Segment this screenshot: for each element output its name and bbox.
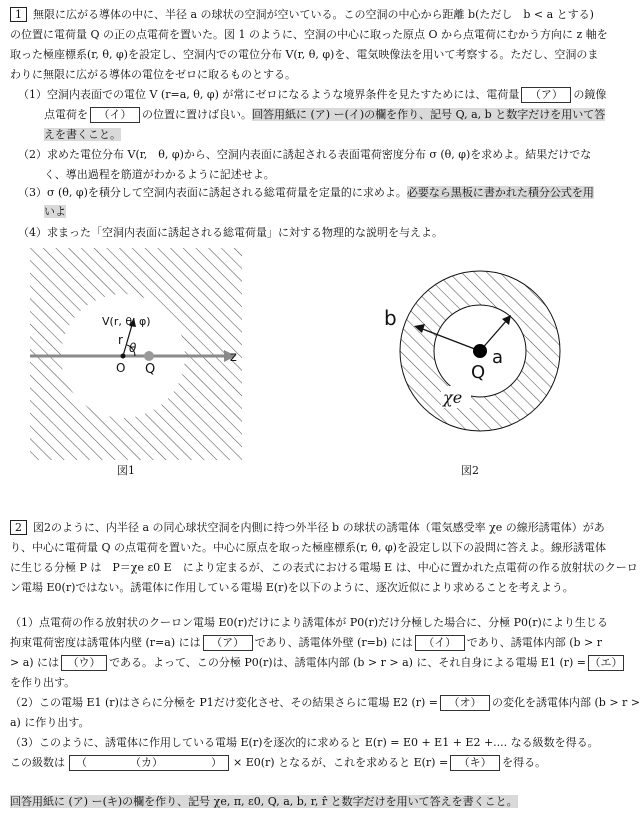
part2-text-a: （2）この電場 E1 (r)はさらに分極を P1だけ変化させ、その結果さらに電場 E2 (r) = — [10, 696, 439, 709]
answer-box-p2a: （ア） — [203, 635, 253, 651]
answer-box-b: （イ） — [90, 107, 140, 123]
question4-number: （4） — [18, 226, 47, 239]
problem1-line3: 取った極座標系(r, θ, φ)を設定し、空洞内での電位分布 V(r, θ, φ)を、電気映像法を用いて考察する。ただし、空洞のま — [10, 48, 599, 61]
answer-box-a: （ア） — [521, 87, 571, 103]
answer-label-f: （カ） — [130, 756, 163, 769]
part1-text-d: > a) には — [10, 656, 60, 669]
final-instruction — [10, 793, 518, 811]
problem1-number: 1 — [10, 7, 27, 22]
problem1-line4: わりに無限に広がる導体の電位をゼロに取るものとする。 — [10, 68, 296, 81]
question4-line1 — [18, 224, 443, 242]
inner-radius-label: a — [492, 347, 504, 368]
part2-text-b: の変化を誘電体内部 (b > r > — [492, 696, 640, 709]
axis-label: z — [230, 350, 237, 365]
question1-text: 空洞内表面での電位 V (r=a, θ, φ) が常にゼロになるような境界条件を見たすためには、電荷量 — [47, 88, 520, 101]
question3-highlight: 必要なら黒板に書かれた積分公式を用 — [406, 186, 594, 199]
problem2-line3: に生じる分極 P は P＝χe ε0 E により定まるが、この表式における電場 E は、中心に置かれた点電荷の作る放射状のクーロ — [10, 561, 638, 574]
question2-line1 — [18, 146, 591, 164]
part3-text-c: を得る。 — [502, 756, 547, 769]
charge-label-fig2: Q — [471, 362, 486, 383]
figure1-diagram — [30, 248, 242, 460]
series-paren-close: ） — [211, 756, 222, 769]
part1-line4: を作り出す。 — [10, 676, 76, 689]
question1-line2 — [44, 106, 605, 124]
question3-text: σ (θ, φ)を積分して空洞内表面に誘起される総電荷量を定量的に求めよ。 — [47, 186, 407, 199]
question1-text-end: の鏡像 — [573, 88, 607, 101]
part1-text-b: であり、誘電体外壁 (r=b) には — [254, 636, 413, 649]
question3-number: （3） — [18, 186, 47, 199]
problem2-intro-text: 図2のように、内半径 a の同心球状空洞を内側に持つ外半径 b の球状の誘電体（電気感受率 χe の線形誘電体）があ — [33, 521, 605, 534]
question2-text: 求めた電位分布 V(r, θ, φ)から、空洞内表面に誘起される表面電荷密度分布 σ (θ, φ)を求めよ。結果だけでな — [47, 148, 592, 161]
part1-line2 — [10, 634, 602, 652]
charge-label: Q — [145, 362, 156, 377]
point-charge — [144, 351, 154, 361]
problem2-line1 — [10, 519, 605, 537]
figure2-diagram — [375, 250, 585, 460]
problem2-number: 2 — [10, 520, 27, 535]
answer-box-p2c: （ウ） — [61, 655, 107, 671]
answer-box-p2d: （エ） — [589, 656, 623, 669]
question2-line2: く、導出過程を筋道がわかるように記述せよ。 — [44, 168, 275, 181]
problem1-line1 — [10, 6, 594, 24]
question1-line3 — [44, 126, 121, 144]
origin-point — [121, 354, 126, 359]
question4-text: 求まった「空洞内表面に誘起される総電荷量」に対する物理的な説明を与えよ。 — [47, 226, 443, 239]
figure2-caption: 図2 — [461, 464, 479, 477]
question1-text2: 点電荷を — [44, 108, 88, 121]
outer-radius-label: b — [384, 306, 397, 330]
problem2-line4: ン電場 E0(r)ではない。誘電体に作用している電場 E(r)を以下のように、逐次近似により求めることを考えよう。 — [10, 581, 574, 594]
theta-label: θ — [129, 341, 137, 355]
series-answer-box — [69, 755, 229, 771]
problem2-line2: り、中心に電荷量 Q の点電荷を置いた。中心に原点を取った極座標系(r, θ, φ)を設定し以下の設問に答えよ。線形誘電体 — [10, 541, 606, 554]
question3-highlight-end: いよ — [44, 205, 66, 218]
potential-label: V(r, θ, φ) — [102, 315, 151, 328]
series-paren-open: （ — [76, 756, 87, 769]
question1-text3: の位置に置けば良い。 — [142, 108, 252, 121]
problem1-line2: の位置に電荷量 Q の正の点電荷を置いた。図 1 のように、空洞の中心に取った原点 O から点電荷にむかう方向に z 軸を — [10, 28, 608, 41]
part3-line2 — [10, 754, 546, 772]
figure1-caption: 図1 — [117, 464, 135, 477]
question3-line1 — [18, 184, 594, 202]
part1-text-c: であり、誘電体内部 (b > r — [466, 636, 603, 649]
center-charge — [473, 344, 487, 358]
final-instruction-highlight: 回答用紙に (ア) ー(キ)の欄を作り、記号 χe, π, ε0, Q, a, b, r, r̂ と数字だけを用いて答えを書くこと。 — [10, 795, 518, 808]
part3-text-b: × E0(r) となるが、これを求めると E(r) = — [233, 756, 449, 769]
answer-box-p2b: （イ） — [415, 635, 465, 651]
part3-text-a: この級数は — [10, 756, 65, 769]
part1-text-e: である。よって、この分極 P0(r)は、誘電体内部 (b > r > a) に、それ自身による電場 E1 (r) = — [109, 656, 587, 669]
susceptibility-label: χe — [443, 388, 463, 407]
question1-highlight-end: えを書くこと。 — [44, 128, 121, 141]
part1-text-a: 拘束電荷密度は誘電体内壁 (r=a) には — [10, 636, 201, 649]
question1-number: （1） — [18, 88, 47, 101]
answer-box-p2e: （オ） — [440, 695, 490, 711]
question3-line2 — [44, 203, 66, 221]
part1-line3 — [10, 654, 626, 672]
r-label: r — [118, 333, 123, 347]
part2-line2: a) に作り出す。 — [10, 716, 90, 729]
part1-line1: （1）点電荷の作る放射状のクーロン電場 E0(r)だけにより誘電体が P0(r)だけ分極した場合に、分極 P0(r)により生じる — [10, 616, 608, 629]
question2-number: （2） — [18, 148, 47, 161]
question1-highlight: 回答用紙に (ア) ー(イ)の欄を作り、記号 Q, a, b と数字だけを用いて答 — [252, 108, 606, 121]
part3-line1: （3）このように、誘電体に作用している電場 E(r)を逐次的に求めると E(r) = E0 + E1 + E2 +.... なる級数を得る。 — [10, 736, 599, 749]
question1-line1 — [18, 86, 606, 104]
part2-line1 — [10, 694, 640, 712]
answer-box-p2g: （キ） — [450, 755, 500, 771]
origin-label: O — [116, 361, 126, 375]
problem1-intro-text: 無限に広がる導体の中に、半径 a の球状の空洞が空いている。この空洞の中心から距離 b(ただし b < a とする) — [33, 8, 594, 21]
